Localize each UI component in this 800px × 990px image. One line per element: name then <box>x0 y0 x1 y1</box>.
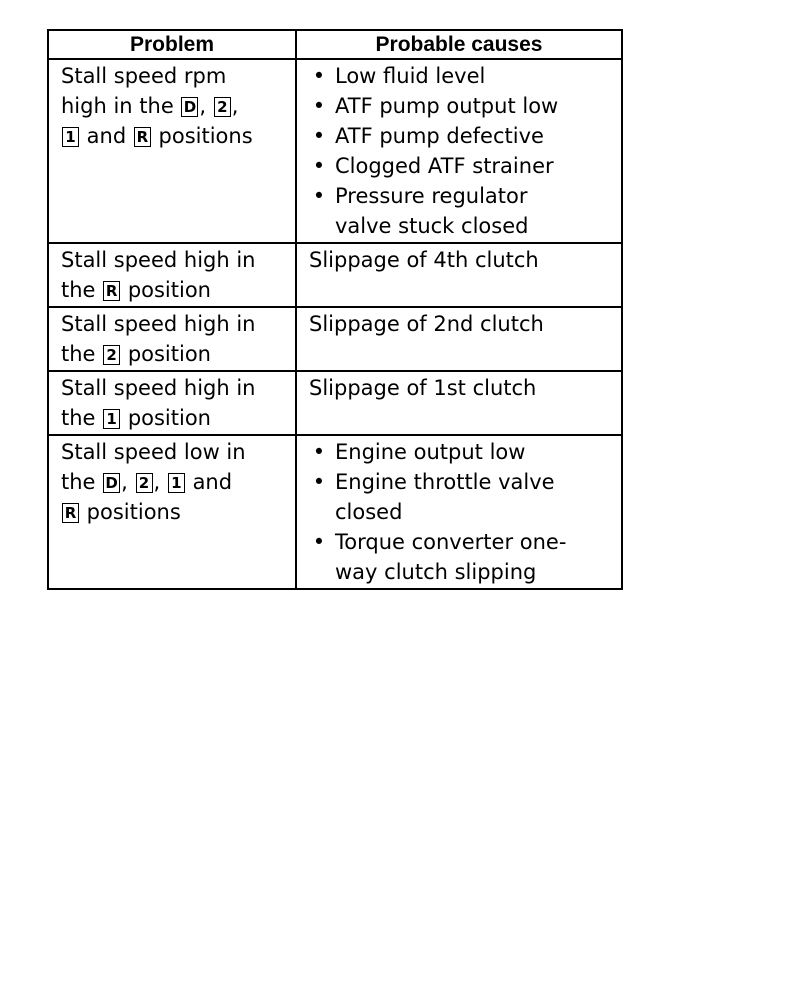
gear-r-key-symbol: R <box>134 127 151 147</box>
causes-cell <box>296 59 622 243</box>
bullet-icon: • <box>312 94 326 118</box>
bullet-icon: • <box>312 470 326 494</box>
table-header-row <box>48 30 622 59</box>
list-item: • ATF pump defective <box>309 121 615 151</box>
stall-speed-table-container <box>47 29 621 590</box>
list-item: • Engine throttle valve closed <box>309 467 585 527</box>
causes-list <box>309 61 615 241</box>
problem-text: Stall speed low in <box>61 440 246 464</box>
problem-cell <box>48 243 296 307</box>
header-problem: Problem <box>48 30 296 59</box>
stall-speed-troubleshooting-table <box>47 29 623 590</box>
problem-cell <box>48 307 296 371</box>
problem-text: the D , 2 , 1 and <box>61 470 233 494</box>
gear-1-key-symbol: 1 <box>103 409 120 429</box>
header-probable-causes: Probable causes <box>296 30 622 59</box>
table-row <box>48 243 622 307</box>
causes-cell <box>296 371 622 435</box>
bullet-icon: • <box>312 124 326 148</box>
table-row <box>48 307 622 371</box>
list-item: • Clogged ATF strainer <box>309 151 615 181</box>
bullet-icon: • <box>312 64 326 88</box>
gear-2-key-symbol: 2 <box>103 345 120 365</box>
problem-text: R positions <box>61 497 287 527</box>
cause-text: Slippage of 1st clutch <box>309 376 537 400</box>
problem-cell <box>48 59 296 243</box>
problem-cell <box>48 371 296 435</box>
bullet-icon: • <box>312 184 326 208</box>
problem-text: Stall speed high in <box>61 376 256 400</box>
bullet-icon: • <box>312 530 326 554</box>
table-row <box>48 371 622 435</box>
gear-2-key-symbol: 2 <box>136 473 153 493</box>
gear-2-key-symbol: 2 <box>214 97 231 117</box>
table-row <box>48 59 622 243</box>
problem-text: Stall speed rpm <box>61 64 227 88</box>
causes-cell <box>296 435 622 589</box>
gear-1-key-symbol: 1 <box>62 127 79 147</box>
gear-r-key-symbol: R <box>103 281 120 301</box>
problem-cell <box>48 435 296 589</box>
list-item: • Pressure regulator valve stuck closed <box>309 181 565 241</box>
problem-text: the 1 position <box>61 406 211 430</box>
causes-cell <box>296 243 622 307</box>
problem-text: 1 and R positions <box>61 121 287 151</box>
cause-text: Slippage of 4th clutch <box>309 248 539 272</box>
cause-text: Slippage of 2nd clutch <box>309 312 544 336</box>
gear-r-key-symbol: R <box>62 503 79 523</box>
problem-text: high in the D , 2 , <box>61 94 239 118</box>
bullet-icon: • <box>312 154 326 178</box>
list-item: • Low fluid level <box>309 61 615 91</box>
gear-d-key-symbol: D <box>103 473 120 493</box>
problem-text: Stall speed high in <box>61 312 256 336</box>
bullet-icon: • <box>312 440 326 464</box>
list-item: • Engine output low <box>309 437 615 467</box>
causes-list <box>309 437 615 587</box>
list-item: • ATF pump output low <box>309 91 615 121</box>
causes-cell <box>296 307 622 371</box>
table-row <box>48 435 622 589</box>
problem-text: Stall speed high in <box>61 248 256 272</box>
gear-1-key-symbol: 1 <box>168 473 185 493</box>
problem-text: the 2 position <box>61 342 211 366</box>
list-item: • Torque converter one-way clutch slipping <box>309 527 605 587</box>
gear-d-key-symbol: D <box>181 97 198 117</box>
problem-text: the R position <box>61 278 211 302</box>
